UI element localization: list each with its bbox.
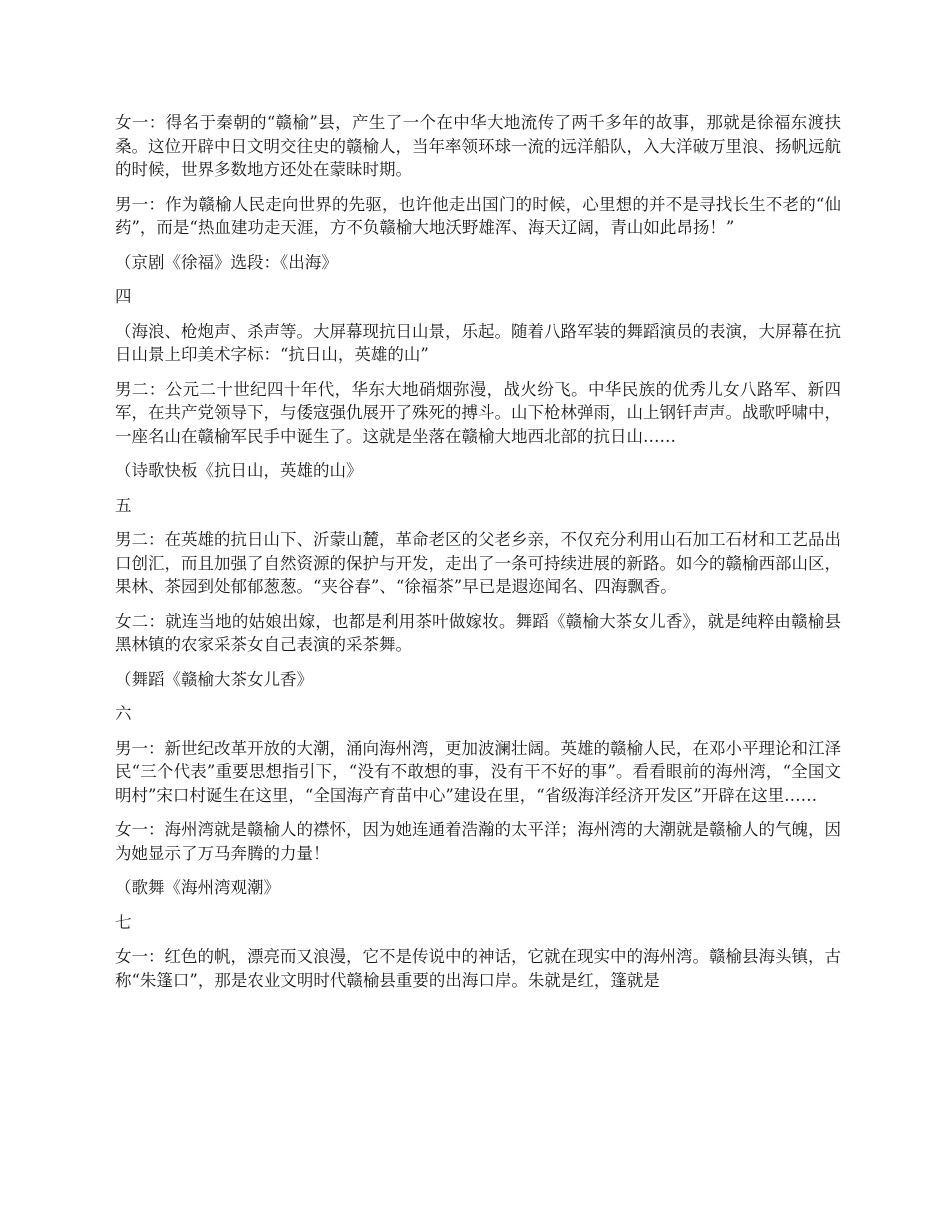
paragraph-stage-direction: （京剧《徐福》选段：《出海》 [115,252,338,272]
paragraph-red-sail: 女一：红色的帆，漂亮而又浪漫，它不是传说中的神话，它就在现实中的海州湾。赣榆县海头镇，古称“朱篷口”，那是农业文明时代赣榆县重要的出海口岸。朱就是红，篷就是 [115,947,841,990]
paragraph-stage-direction: （舞蹈《赣榆大茶女儿香》 [115,669,313,689]
section-heading: 六 [115,704,132,723]
paragraph-stage-direction: （歌舞《海州湾观潮》 [115,878,280,897]
paragraph-stage-direction: （海浪、枪炮声、杀声等。大屏幕现抗日山景，乐起。随着八路军装的舞蹈演员的表演，大屏幕在抗日山景上印美术字标：“抗日山，英雄的山” [115,321,841,364]
section-heading: 四 [115,287,132,306]
paragraph-old-revolutionary-area: 男二：在英雄的抗日山下、沂蒙山麓，革命老区的父老乡亲，不仅充分利用山石加工石材和工艺品出口创汇，而且加强了自然资源的保护与开发，走出了一条可持续进展的新路。如今的赣榆西部山区，果林、茶园到处郁郁葱葱。“夹谷春”、“徐福茶”早已是遐迩闻名、四海飘香。 [115,530,841,596]
section-heading: 五 [115,495,132,515]
section-heading: 七 [115,912,132,932]
paragraph-pioneer: 男一：作为赣榆人民走向世界的先驱，也许他走出国门的时候，心里想的并不是寻找长生不老的“仙药”，而是“热血建功走天涯，方不负赣榆大地沃野雄浑、海天辽阔，青山如此昂扬！” [115,194,841,237]
document-body [115,111,841,1003]
paragraph-stage-direction: （诗歌快板《抗日山，英雄的山》 [115,461,363,480]
paragraph-xufu-intro: 女一：得名于秦朝的“赣榆”县，产生了一个在中华大地流传了两千多年的故事，那就是徐福东渡扶桑。这位开辟中日文明交往史的赣榆人，当年率领环球一流的远洋船队，入大洋破万里浪、扬帆远航的时候，世界多数地方还处在蒙昧时期。 [115,113,841,179]
paragraph-haizhou-bay: 男一：新世纪改革开放的大潮，涌向海州湾，更加波澜壮阔。英雄的赣榆人民，在邓小平理论和江泽民“三个代表”重要思想指引下，“没有不敢想的事，没有干不好的事”。看看眼前的海州湾，“全国文明村”宋口村诞生在这里，“全国海产育苗中心”建设在里，“省级海洋经济开发区”开辟在这里…… [115,738,841,805]
paragraph-bay-spirit: 女一：海州湾就是赣榆人的襟怀，因为她连通着浩瀚的太平洋；海州湾的大潮就是赣榆人的气魄，因为她显示了万马奔腾的力量！ [115,820,841,863]
paragraph-kangri-mountain: 男二：公元二十世纪四十年代，华东大地硝烟弥漫，战火纷飞。中华民族的优秀儿女八路军、新四军，在共产党领导下，与倭寇强仇展开了殊死的搏斗。山下枪林弹雨，山上钢钎声声。战歌呼啸中，一座名山在赣榆军民手中诞生了。这就是坐落在赣榆大地西北部的抗日山…… [115,379,841,446]
paragraph-tea-dowry: 女二：就连当地的姑娘出嫁，也都是利用茶叶做嫁妆。舞蹈《赣榆大茶女儿香》，就是纯粹由赣榆县黑林镇的农家采茶女自己表演的采茶舞。 [115,611,841,654]
